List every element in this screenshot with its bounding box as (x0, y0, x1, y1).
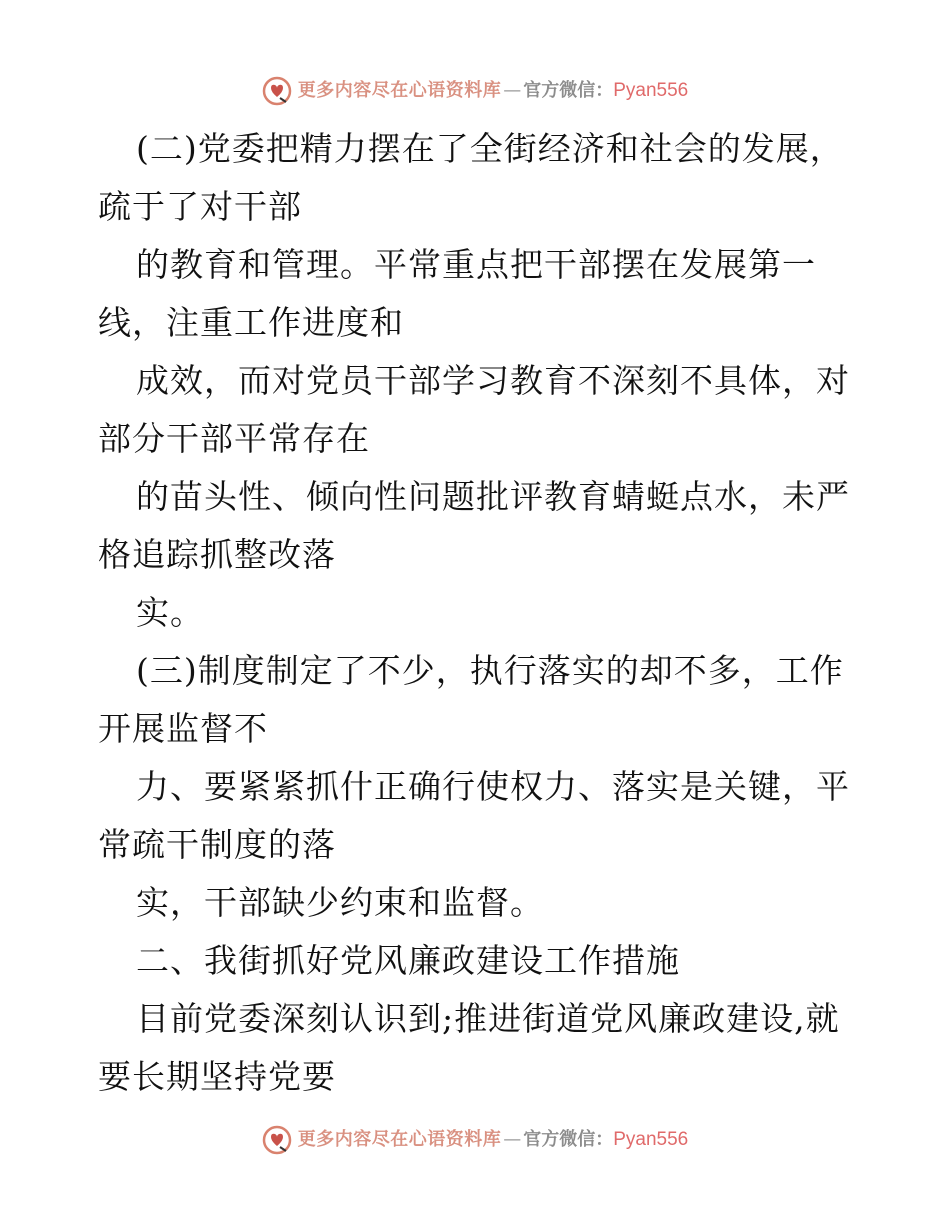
header-watermark (0, 76, 950, 106)
text-line: (三)制度制定了不少，执行落实的却不多，工作 (136, 651, 844, 690)
document-body (98, 120, 858, 1106)
text-line: 的教育和管理。平常重点把干部摆在发展第一 (136, 245, 816, 284)
text-line: 的苗头性、倾向性问题批评教育蜻蜓点水，未严 (136, 477, 850, 516)
text-line: 要长期坚持党要 (98, 1057, 336, 1096)
heart-pen-logo-icon (262, 76, 292, 106)
watermark-separator: — (503, 1129, 522, 1150)
footer-watermark (0, 1125, 950, 1155)
text-line: 力、要紧紧抓什正确行使权力、落实是关键，平 (136, 767, 850, 806)
text-line: 开展监督不 (98, 709, 268, 748)
watermark-text: 更多内容尽在心语资料库 (297, 1129, 502, 1150)
text-line: 二、我街抓好党风廉政建设工作措施 (136, 941, 680, 980)
text-line: 实。 (136, 593, 204, 632)
text-line: 实，干部缺少约束和监督。 (136, 883, 544, 922)
text-line: 常疏干制度的落 (98, 825, 336, 864)
watermark-wechat-id: Pyan556 (613, 80, 689, 101)
text-line: 目前党委深刻认识到;推进街道党风廉政建设,就 (136, 999, 840, 1038)
text-line: 疏于了对干部 (98, 187, 302, 226)
watermark-text: 更多内容尽在心语资料库 (297, 80, 502, 101)
watermark-wechat-id: Pyan556 (613, 1129, 689, 1150)
text-line: (二)党委把精力摆在了全街经济和社会的发展， (136, 129, 844, 168)
watermark-official-label: 官方微信： (523, 1129, 614, 1150)
text-line: 线，注重工作进度和 (98, 303, 404, 342)
heart-pen-logo-icon (262, 1125, 292, 1155)
text-line: 部分干部平常存在 (98, 419, 370, 458)
watermark-separator: — (503, 80, 522, 101)
text-line: 格追踪抓整改落 (98, 535, 336, 574)
watermark-official-label: 官方微信： (523, 80, 614, 101)
text-line: 成效，而对党员干部学习教育不深刻不具体，对 (136, 361, 850, 400)
